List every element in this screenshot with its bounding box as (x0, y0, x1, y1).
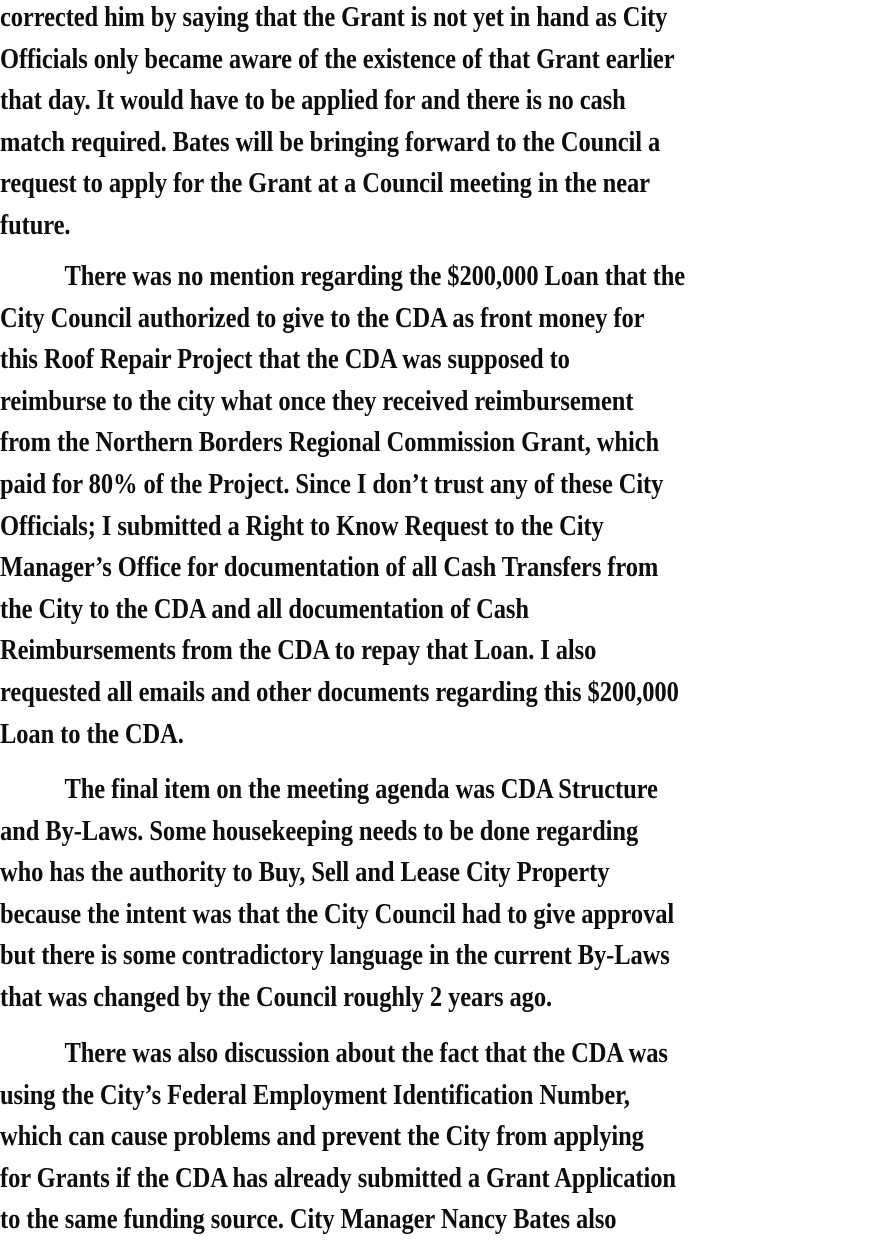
text-line: who has the authority to Buy, Sell and Lease City Property (0, 857, 610, 889)
text-line: for Grants if the CDA has already submitted a Grant Application (0, 1162, 676, 1194)
text-line: that day. It would have to be applied for and there is no cash (0, 85, 626, 117)
text-line: to the same funding source. City Manager Nancy Bates also (0, 1204, 617, 1236)
text-line: paid for 80% of the Project. Since I don’t trust any of these City (0, 468, 664, 500)
text-line: that was changed by the Council roughly 2 years ago. (0, 981, 553, 1013)
text-line: corrected him by saying that the Grant is not yet in hand as City (0, 2, 668, 33)
text-line: The final item on the meeting agenda was CDA Structure (64, 774, 658, 805)
text-line: Manager’s Office for documentation of all Cash Transfers from (0, 552, 659, 584)
text-line: using the City’s Federal Employment Identification Number, (0, 1079, 630, 1111)
text-line: and By-Laws. Some housekeeping needs to be done regarding (0, 815, 639, 847)
text-line: because the intent was that the City Council had to give approval (0, 898, 675, 930)
text-line: City Council authorized to give to the CDA as front money for (0, 302, 645, 334)
text-line: reimburse to the city what once they received reimbursement (0, 385, 634, 417)
text-line: future. (0, 209, 71, 241)
paragraph-fein-discussion (0, 1033, 880, 1241)
text-line: which can cause problems and prevent the City from applying (0, 1121, 644, 1153)
text-line: Officials only became aware of the existence of that Grant earlier (0, 43, 675, 75)
text-line: Officials; I submitted a Right to Know Request to the City (0, 510, 604, 542)
text-line: There was no mention regarding the $200,000 Loan that the (64, 261, 686, 292)
text-line: Reimbursements from the CDA to repay that Loan. I also (0, 635, 597, 667)
text-line: the City to the CDA and all documentation of Cash (0, 593, 529, 625)
text-line: but there is some contradictory language in the current By-Laws (0, 940, 670, 972)
paragraph-grant-correction (0, 0, 880, 247)
paragraph-cda-structure (0, 769, 880, 1019)
paragraph-loan (0, 256, 880, 755)
text-line: from the Northern Borders Regional Commission Grant, which (0, 427, 660, 459)
text-line: this Roof Repair Project that the CDA was supposed to (0, 344, 570, 376)
text-line: match required. Bates will be bringing forward to the Council a (0, 126, 661, 158)
text-line: Loan to the CDA. (0, 718, 184, 750)
text-line: request to apply for the Grant at a Council meeting in the near (0, 168, 650, 200)
text-line: requested all emails and other documents regarding this $200,000 (0, 676, 679, 708)
text-line: There was also discussion about the fact that the CDA was (64, 1038, 668, 1069)
